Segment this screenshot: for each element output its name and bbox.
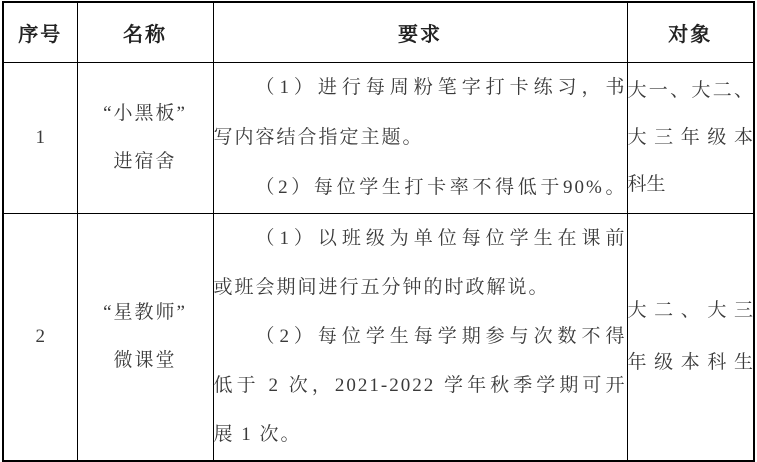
row1-name-line2: 进宿舍 [113, 150, 177, 172]
row1-target-line1: 大一、大二、 [627, 80, 753, 101]
activity-requirements-table [2, 1, 755, 462]
header-name: 名称 [77, 2, 213, 62]
row1-req-line2: 写内容结合指定主题。 [213, 126, 424, 148]
row2-target [627, 213, 754, 461]
row1-req-line3: （2）每位学生打卡率不得低于90%。 [255, 176, 627, 198]
row1-requirements [213, 62, 627, 213]
row1-name [77, 62, 213, 213]
header-target: 对象 [627, 2, 754, 62]
table-row [3, 213, 754, 461]
row2-name-line2: 微课堂 [113, 349, 177, 371]
row1-target-line2: 大三年级本 [627, 127, 753, 148]
table-row [3, 62, 754, 213]
row2-req-line5: 展 1 次。 [213, 424, 302, 446]
header-requirements: 要求 [213, 2, 627, 62]
row2-req-line1: （1）以班级为单位每位学生在课前 [255, 228, 627, 250]
row2-req-line2: 或班会期间进行五分钟的时政解说。 [213, 277, 550, 299]
row1-name-line1: “小黑板” [103, 102, 187, 124]
row2-req-line4: 低于 2 次，2021-2022 学年秋季学期可开 [213, 375, 627, 397]
header-index: 序号 [3, 2, 77, 62]
row2-name-line1: “星教师” [103, 301, 187, 323]
row2-index: 2 [3, 213, 77, 461]
row1-index: 1 [3, 62, 77, 213]
row2-req-line3: （2）每位学生每学期参与次数不得 [255, 326, 627, 348]
row1-target-line3: 科生 [627, 174, 666, 195]
row2-target-line2: 年级本科生 [627, 351, 753, 373]
row2-requirements [213, 213, 627, 461]
row1-req-line1: （1）进行每周粉笔字打卡练习，书 [255, 76, 627, 98]
header-row [3, 2, 754, 62]
row2-name [77, 213, 213, 461]
row1-target [627, 62, 754, 213]
row2-target-line1: 大二、大三 [627, 299, 753, 321]
